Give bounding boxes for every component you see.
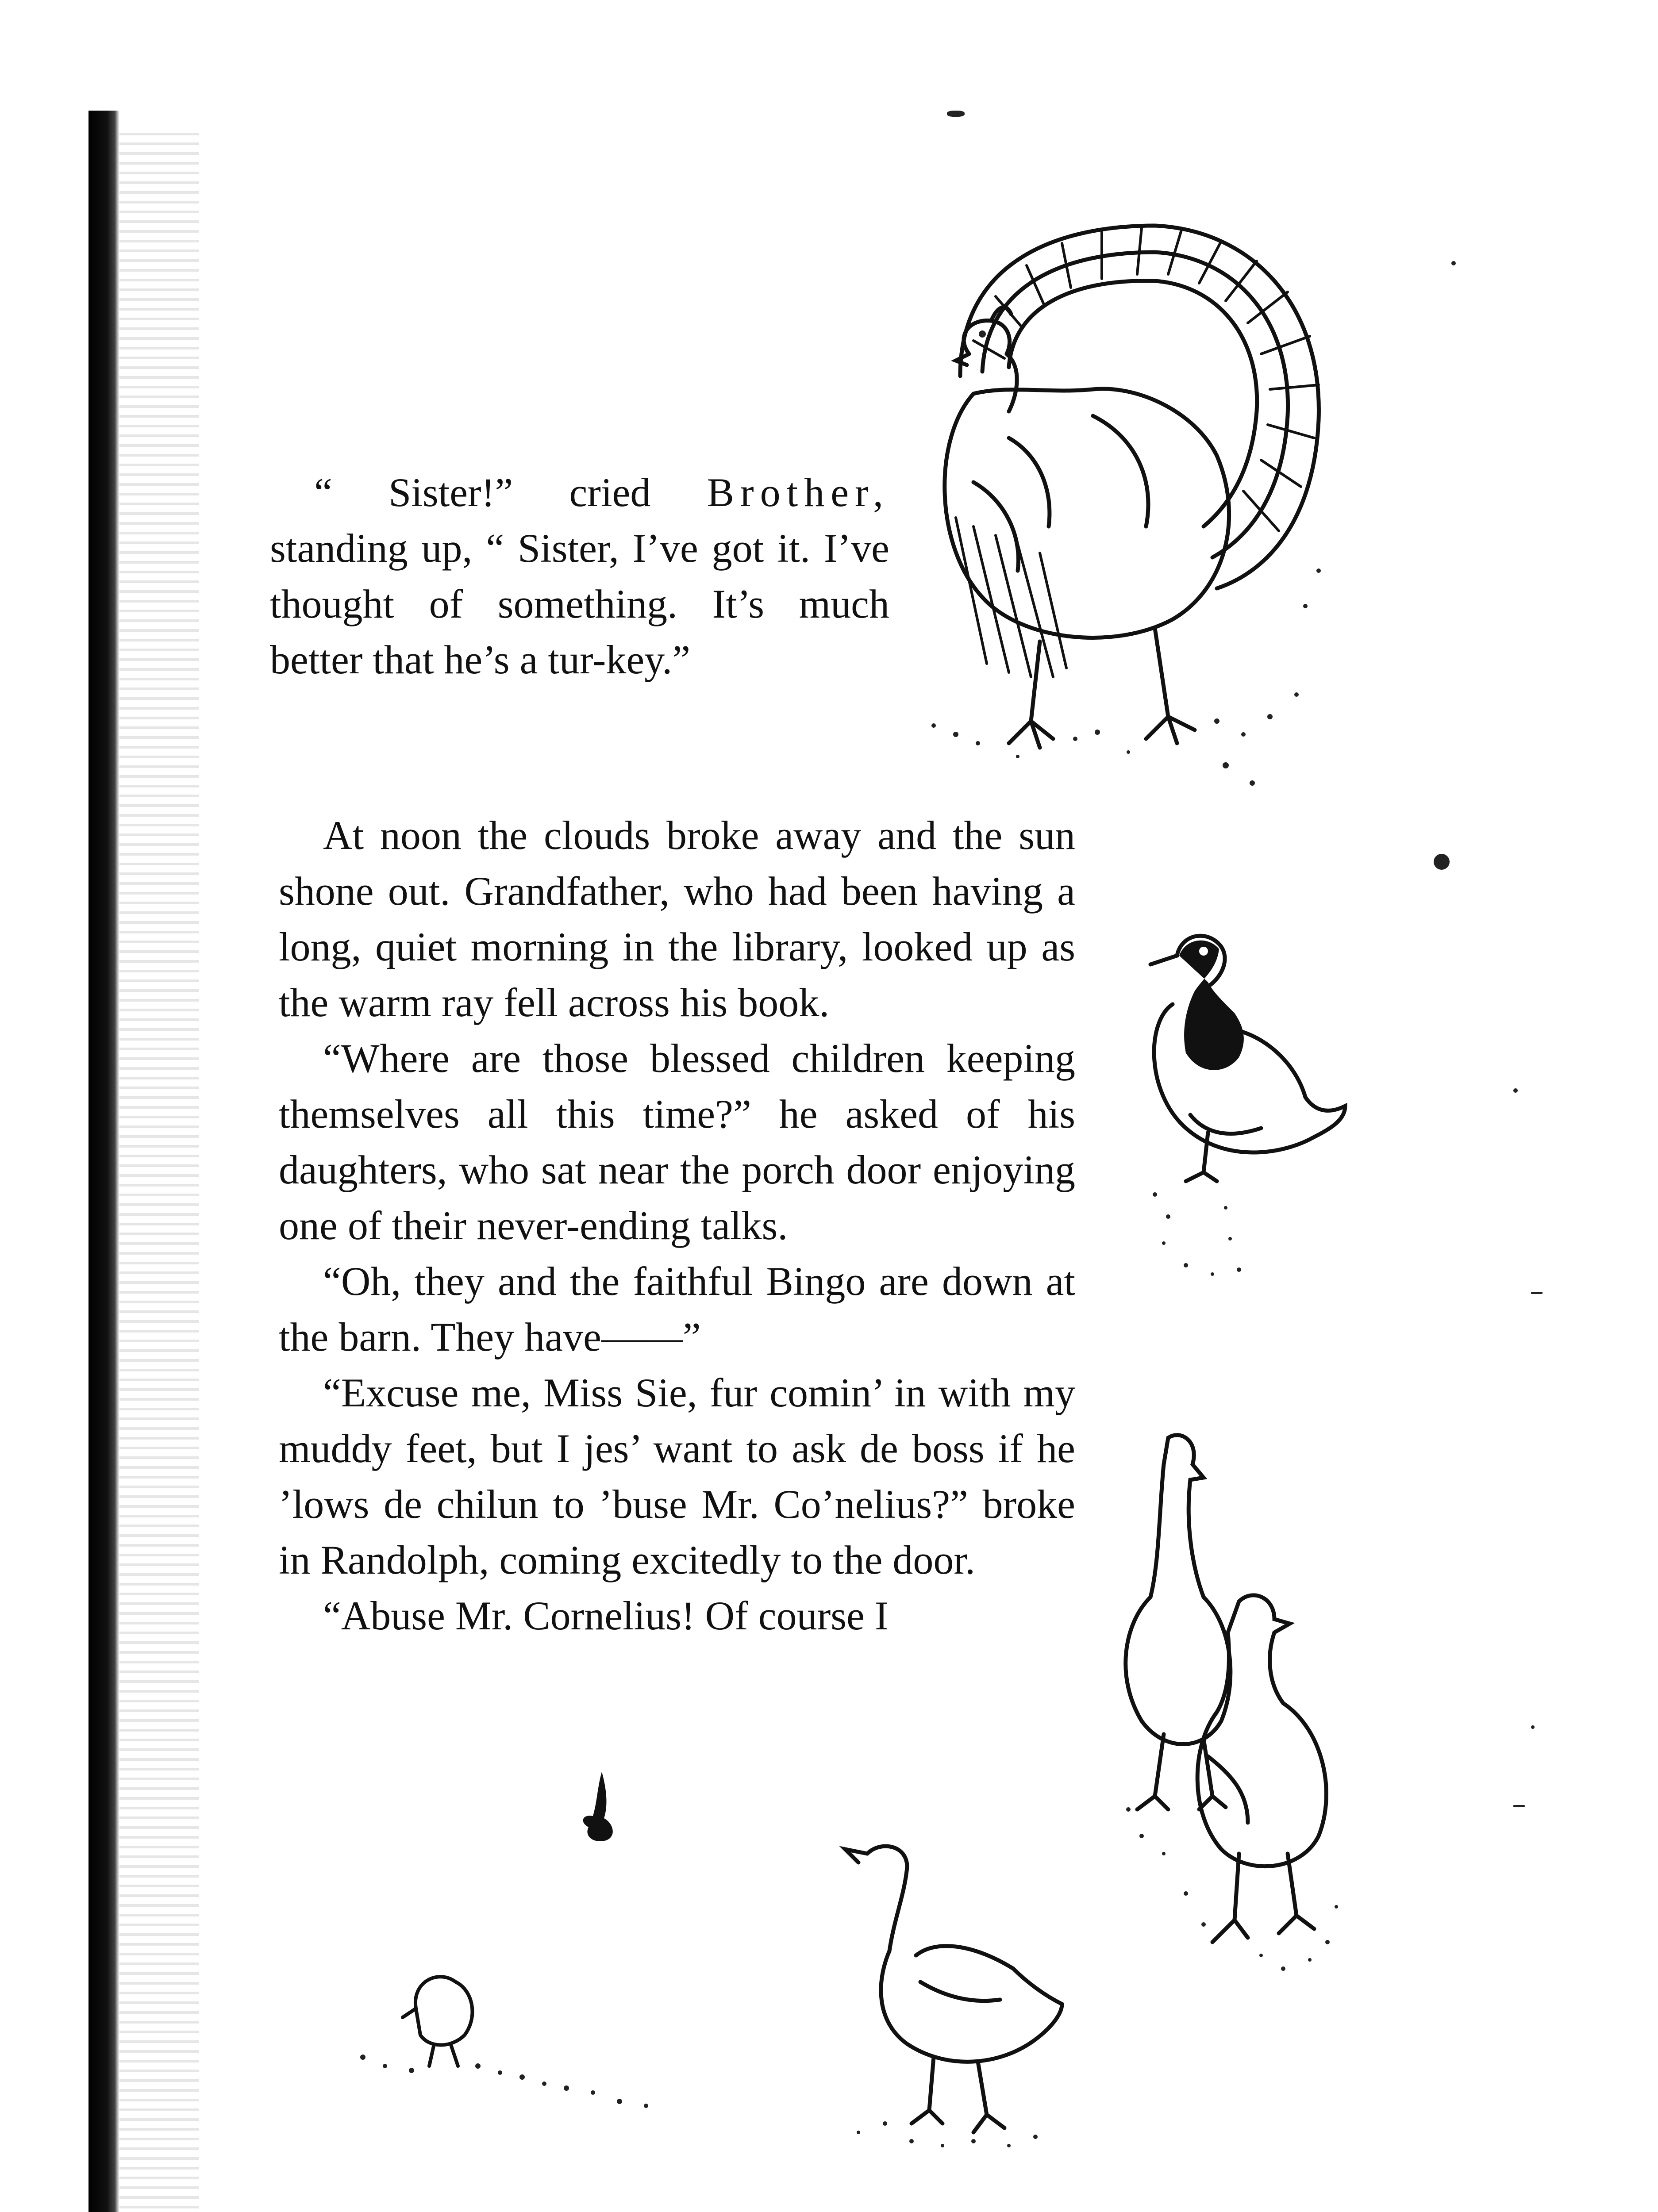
speck	[1531, 1292, 1543, 1294]
geese-pair-illustration	[1115, 1429, 1345, 1986]
speck	[947, 111, 965, 117]
turkey-illustration	[907, 208, 1332, 801]
chick-illustration	[345, 1955, 664, 2124]
goose-bottom-icon	[832, 1836, 1080, 2159]
paragraph-3: “Where are those blessed children keeping themselves all this time?” he asked of his daughters, who sat near the porch door enjoying one of their never-ending talks.	[279, 1036, 1075, 1248]
goose-bottom-illustration	[832, 1836, 1080, 2159]
speck	[1531, 1725, 1535, 1729]
speck	[1451, 261, 1456, 265]
ink-blot	[575, 1770, 628, 1845]
ink-blot-icon	[575, 1770, 628, 1845]
paragraph-1-rest: standing up, “ Sister, I’ve got it. I’ve thought of something. It’s much better that he’s a tur-key.”	[270, 526, 889, 682]
spine-texture	[119, 133, 199, 2212]
book-spine-shadow	[88, 111, 119, 2212]
main-text	[279, 807, 1075, 1644]
speck	[1513, 1088, 1518, 1093]
geese-pair-icon	[1115, 1429, 1345, 1986]
paragraph-6: “Abuse Mr. Cornelius! Of course I	[323, 1593, 889, 1638]
paragraph-1	[270, 465, 889, 687]
duck-illustration	[1137, 907, 1350, 1305]
paragraph-1-open: “ Sister!” cried	[314, 470, 707, 515]
duck-icon	[1137, 907, 1350, 1305]
paragraph-1-brother: Brother,	[707, 470, 889, 515]
speck	[1513, 1805, 1525, 1807]
chick-icon	[345, 1955, 664, 2124]
paragraph-4: “Oh, they and the faithful Bingo are down at the barn. They have——”	[279, 1259, 1075, 1359]
turkey-icon	[907, 208, 1332, 801]
paragraph-2: At noon the clouds broke away and the sun shone out. Grandfather, who had been having a long, quiet morning in the library, looked up as the warm ray fell across his book.	[279, 813, 1075, 1025]
speck	[1434, 854, 1450, 870]
paragraph-5: “Excuse me, Miss Sie, fur comin’ in with my muddy feet, but I jes’ want to ask de boss if he ’lows de chilun to ’buse Mr. Co’nelius?” broke in Randolph, coming excitedly to the door.	[279, 1370, 1075, 1582]
